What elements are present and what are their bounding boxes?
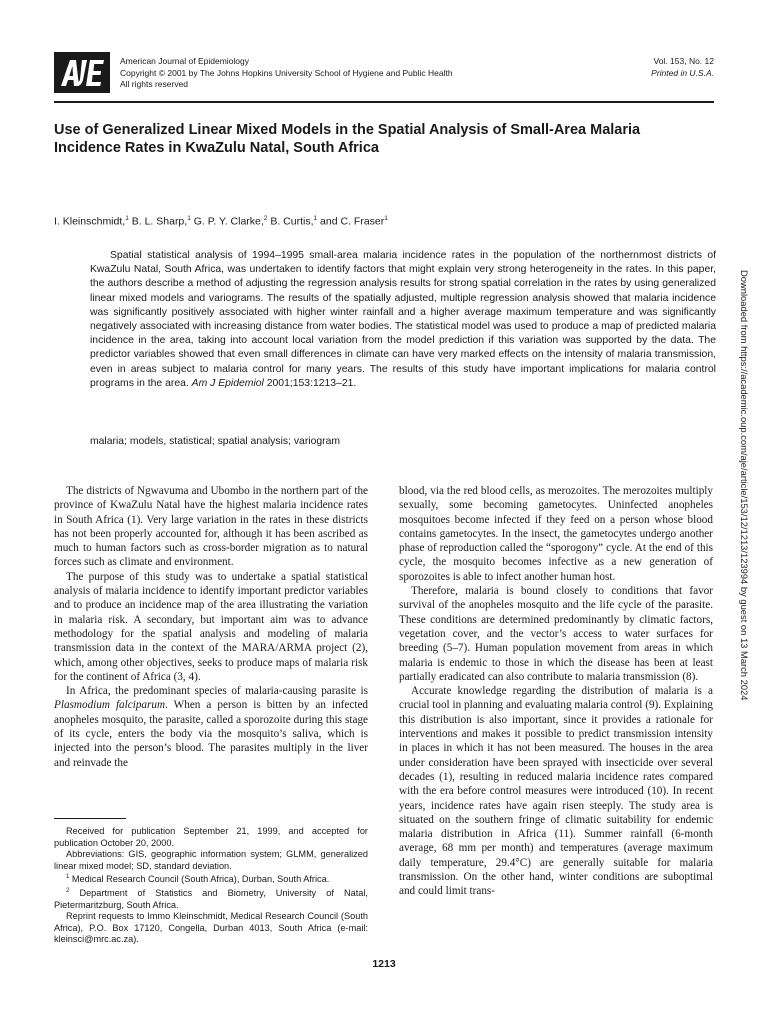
- author-name: I. Kleinschmidt,: [54, 215, 126, 228]
- body-paragraph: [54, 684, 368, 770]
- affiliation-text: Medical Research Council (South Africa), Durban, South Africa.: [69, 874, 330, 885]
- citation-details: 2001;153:1213–21.: [263, 377, 357, 389]
- species-name: Plasmodium falciparum: [54, 699, 166, 712]
- download-watermark: Downloaded from https://academic.oup.com/aje/article/153/12/1213/123994 by guest on 13 March 2024: [739, 270, 750, 701]
- body-paragraph: Accurate knowledge regarding the distribution of malaria is a crucial tool in planning and evaluating malaria control (9). Explaining this distribution is also important, since it provides a rationale for interventions and makes it possible to predict transmission intensity in places in which it has not been measured. The houses in the area under consideration have been sprayed with insecticide over several decades (1), resulting in reduced malaria incidence rates compared with the era before control measures were introduced (10). In recent years, incidence rates have again risen steeply. The study area is situated on the southern fringe of climatic suitability for endemic malaria distribution in Africa (11). Summer rainfall (6-month average, 68 mm per month) and temperatures (average maximum daily temperature, 29.4°C) are generally suitable for malaria transmission. On the other hand, winter conditions are suboptimal and could limit trans-: [399, 685, 713, 898]
- paragraph-text: In Africa, the predominant species of malaria-causing parasite is: [66, 685, 368, 698]
- affiliation-note: [54, 886, 368, 911]
- affiliation-mark: 1: [313, 215, 318, 222]
- affiliation-mark: 1: [384, 215, 388, 222]
- body-paragraph: The purpose of this study was to undertake a spatial statistical analysis of malaria incidence to identify important predictor variables and to produce an incidence map of the area illustrating the variation in malaria risk. A secondary, but important aim was to advance methodology for the spatial analysis and modeling of malaria transmission data in the context of the MARA/ARMA project (2), which, among other objectives, seeks to produce maps of malaria risk for the continent of Africa (3, 4).: [54, 570, 368, 683]
- author-name: B. Curtis,: [267, 215, 314, 228]
- body-column-left: [54, 484, 368, 770]
- affiliation-mark: 1: [125, 215, 129, 222]
- author-name: and C. Fraser: [317, 215, 385, 228]
- page-number: 1213: [372, 958, 396, 970]
- affiliation-note: [54, 872, 368, 886]
- header-rule: [54, 101, 714, 103]
- abbreviations-note: Abbreviations: GIS, geographic information system; GLMM, generalized linear mixed model; SD, standard deviation.: [54, 849, 368, 871]
- paragraph-text: . When a person is bitten by an infected anopheles mosquito, the parasite, called a sporozoite during this stage of its cycle, enters the body via the mosquito’s saliva, which is injected into the person’s blood. The parasites multiply in the liver and reinvade the: [54, 699, 368, 769]
- footnote-rule: [54, 818, 126, 819]
- citation-journal: Am J Epidemiol: [191, 377, 264, 389]
- body-paragraph: Therefore, malaria is bound closely to conditions that favor survival of the anopheles mosquito and the life cycle of the parasite. These conditions are determined predominantly by climatic factors, vegetation cover, and the vector’s access to water surfaces for breeding (5–7). Human population movement from areas in which malaria is endemic to those in which the disease has been at least partially eradicated can also contribute to malaria transmission (8).: [399, 585, 713, 683]
- affiliation-mark: 1: [66, 874, 70, 881]
- body-column-right: [399, 484, 713, 899]
- body-paragraph: blood, via the red blood cells, as merozoites. The merozoites multiply sexually, some becoming gametocytes. Uninfected anopheles mosquitoes become infected if they feed on a person whose blood contains gametocytes. In the insect, the gametocytes undergo another phase of reproduction called the “sporogony” cycle. At the end of this cycle, the mosquito becomes infective as a new generation of sporozoites is able to infect another human host.: [399, 485, 713, 583]
- author-name: B. L. Sharp,: [128, 215, 188, 228]
- abstract-body: Spatial statistical analysis of 1994–1995 small-area malaria incidence rates in the population of the northernmost districts of KwaZulu Natal, South Africa, was undertaken to identify factors that might explain very strong heterogeneity in the rates. In this paper, the authors describe a method of adjusting the regression analysis results for strong spatial correlation in the rates by using generalized linear mixed models and variograms. The results of the spatially adjusted, multiple regression analysis showed that malaria incidence was significantly positively associated with higher winter rainfall and a higher average maximum temperature and was significantly negatively associated with increasing distance from water bodies. The statistical model was used to produce a map of predicted malaria incidence in the area, taking into account local variation from the model prediction if this variation was supported by the data. The predictor variables showed that even small differences in climate can have very marked effects on the intensity of malaria transmission, even in areas subject to malaria control for many years. The results of this study have important implications for malaria control programs in the area.: [90, 250, 716, 389]
- issue-info: [651, 56, 714, 79]
- printed-location: Printed in U.S.A.: [651, 67, 714, 78]
- affiliation-mark: 1: [187, 215, 191, 222]
- received-note: Received for publication September 21, 1999, and accepted for publication October 20, 2000.: [54, 826, 368, 848]
- body-paragraph: The districts of Ngwavuma and Ubombo in the northern part of the province of KwaZulu Natal have the highest malaria incidence rates in South Africa (1). Very large variation in the rates in these districts has not been properly accounted for, although it has been ascribed as much to human factors such as cross-border migration as to natural forces such as climate and environment.: [54, 485, 368, 569]
- abstract-text: [90, 249, 716, 391]
- journal-header: [120, 56, 453, 91]
- journal-logo: [54, 52, 110, 93]
- abstract: [90, 249, 716, 391]
- reprint-note: Reprint requests to Immo Kleinschmidt, Medical Research Council (South Africa), P.O. Box 17120, Congella, Durban 4013, South Africa (e-mail: kleinsci@mrc.ac.za).: [54, 911, 368, 945]
- affiliation-mark: 2: [263, 215, 268, 222]
- author-name: G. P. Y. Clarke,: [190, 215, 264, 228]
- footnotes: [54, 826, 368, 946]
- rights-line: All rights reserved: [120, 79, 189, 89]
- article-title: Use of Generalized Linear Mixed Models in the Spatial Analysis of Small-Area Malaria Incidence Rates in KwaZulu Natal, South Africa: [54, 122, 641, 156]
- volume-number: Vol. 153, No. 12: [653, 56, 714, 66]
- author-list: [54, 215, 388, 228]
- affiliation-mark: 2: [66, 888, 70, 895]
- journal-name: American Journal of Epidemiology: [120, 56, 249, 66]
- affiliation-text: Department of Statistics and Biometry, University of Natal, Pietermaritzburg, South Africa.: [54, 888, 368, 910]
- keywords: malaria; models, statistical; spatial analysis; variogram: [90, 436, 341, 447]
- copyright-line: Copyright © 2001 by The Johns Hopkins University School of Hygiene and Public Health: [120, 67, 453, 78]
